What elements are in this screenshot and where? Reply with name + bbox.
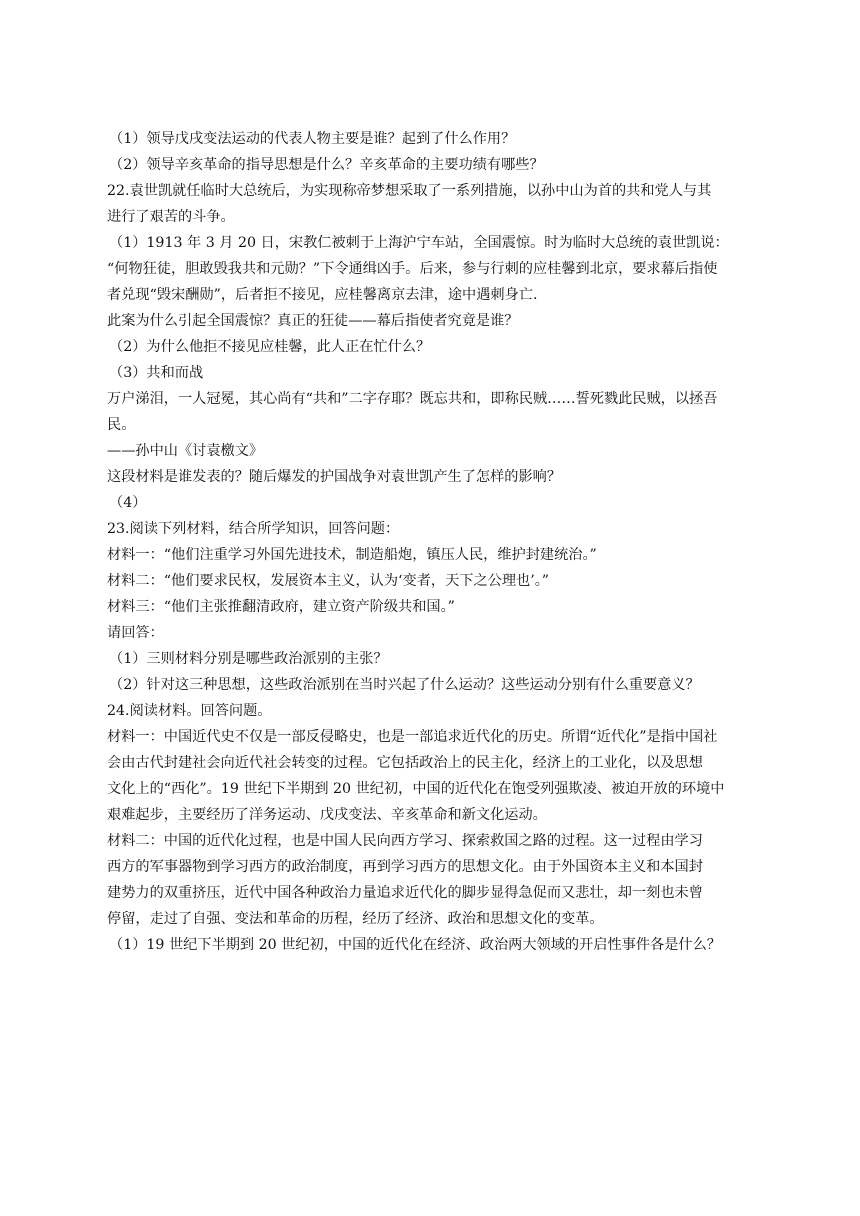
q23-sub-question-1: （1）三则材料分别是哪些政治派别的主张？	[109, 651, 388, 667]
q22-part1-question: 此案为什么引起全国震惊？真正的狂徒——幕后指使者究竟是谁？	[107, 313, 519, 329]
q22-stem-line-2: 进行了艰苦的斗争。	[107, 209, 235, 225]
q24-stem: 24.阅读材料。回答问题。	[107, 703, 272, 719]
q24-material-1-line-4: 艰难起步，主要经历了洋务运动、戊戌变法、辛亥革命和新文化运动。	[107, 807, 547, 823]
q22-part4: （4）	[109, 495, 147, 511]
q22-part3-quote-line-1: 万户涕泪，一人冠冕，其心尚有“共和”二字存耶？既忘共和，即称民贼……誓死戮此民贼，以拯吾	[107, 391, 718, 407]
q24-material-2-line-1: 材料二：中国的近代化过程，也是中国人民向西方学习、探索救国之路的过程。这一过程由学习	[107, 833, 703, 849]
q24-material-1-line-2: 会由古代封建社会向近代社会转变的过程。它包括政治上的民主化，经济上的工业化，以及思想	[107, 755, 703, 771]
q23-material-1: 材料一：“他们注重学习外国先进技术，制造船炮，镇压人民，维护封建统治。”	[107, 547, 597, 563]
q21-sub-question-2: （2）领导辛亥革命的指导思想是什么？辛亥革命的主要功绩有哪些？	[109, 157, 544, 173]
q24-material-2-line-3: 建势力的双重挤压，近代中国各种政治力量追求近代化的脚步显得急促而又悲壮，却一刻也未曾	[107, 885, 703, 901]
q22-part3-source: ——孙中山《讨袁檄文》	[107, 443, 264, 459]
q23-material-2: 材料二：“他们要求民权，发展资本主义，认为‘变者，天下之公理也’。”	[107, 573, 550, 589]
q24-material-1-line-1: 材料一：中国近代史不仅是一部反侵略史，也是一部追求近代化的历史。所谓“近代化”是指中国社	[107, 729, 718, 745]
q22-part3-title: （3）共和而战	[109, 365, 204, 381]
q23-material-3: 材料三：“他们主张推翻清政府，建立资产阶级共和国。”	[107, 599, 455, 615]
q24-material-1-line-3: 文化上的“西化”。19 世纪下半期到 20 世纪初，中国的近代化在饱受列强欺凌、被迫开放的环境中	[107, 781, 725, 797]
q22-part1-line-2: “何物狂徒，胆敢毁我共和元勋？”下令通缉凶手。后来，参与行刺的应桂馨到北京，要求幕后指使	[107, 261, 718, 277]
q22-part1-line-1: （1）1913 年 3 月 20 日，宋教仁被刺于上海沪宁车站，全国震惊。时为临时大总统的袁世凯说：	[109, 235, 729, 251]
q24-material-2-line-4: 停留，走过了自强、变法和革命的历程，经历了经济、政治和思想文化的变革。	[107, 911, 604, 927]
q22-part2-question: （2）为什么他拒不接见应桂馨，此人正在忙什么？	[109, 339, 431, 355]
q23-sub-question-2: （2）针对这三种思想，这些政治派别在当时兴起了什么运动？这些运动分别有什么重要意义？	[109, 677, 700, 693]
q22-part3-question: 这段材料是谁发表的？随后爆发的护国战争对袁世凯产生了怎样的影响？	[107, 469, 562, 485]
q22-part3-quote-line-2: 民。	[107, 417, 136, 433]
q22-part1-line-3: 者兑现“毁宋酬勋”，后者拒不接见，应桂馨离京去津，途中遇刺身亡.	[107, 287, 538, 303]
q21-sub-question-1: （1）领导戊戌变法运动的代表人物主要是谁？起到了什么作用？	[109, 131, 516, 147]
q24-sub-question-1: （1）19 世纪下半期到 20 世纪初，中国的近代化在经济、政治两大领域的开启性事件各是什么？	[109, 937, 721, 953]
document-page	[107, 126, 757, 958]
q23-ask: 请回答：	[107, 625, 164, 641]
q24-material-2-line-2: 西方的军事器物到学习西方的政治制度，再到学习西方的思想文化。由于外国资本主义和本国封	[107, 859, 703, 875]
q22-stem-line-1: 22.袁世凯就任临时大总统后，为实现称帝梦想采取了一系列措施，以孙中山为首的共和党人与其	[107, 183, 712, 199]
q23-stem: 23.阅读下列材料，结合所学知识，回答问题：	[107, 521, 400, 537]
